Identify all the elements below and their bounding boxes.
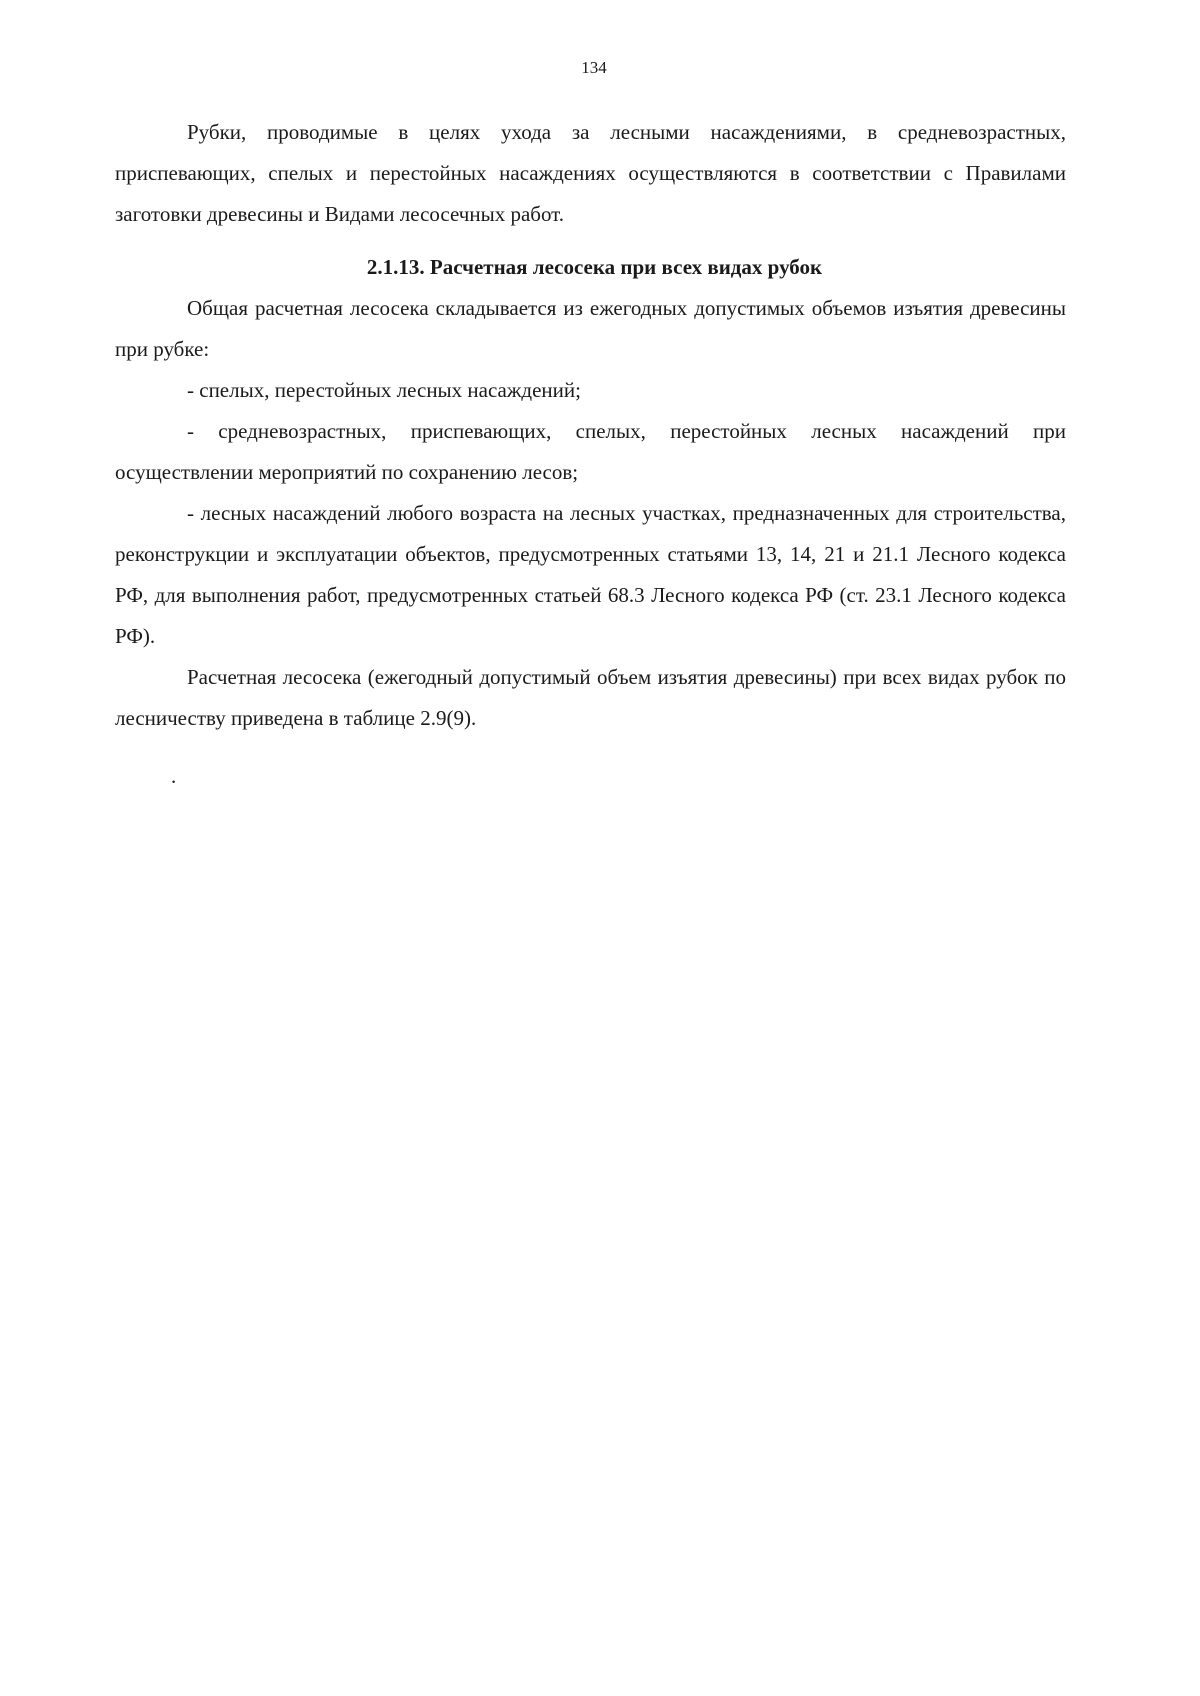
page-body: [115, 112, 1066, 739]
stray-mark: .: [171, 764, 177, 788]
body-paragraph-table-reference: Расчетная лесосека (ежегодный допустимый объем изъятия древесины) при всех видах рубок по лесничеству приведена в таблице 2.9(9).: [115, 665, 1066, 730]
section-heading: 2.1.13. Расчетная лесосека при всех видах рубок: [366, 255, 823, 279]
list-item-forest-protection: - средневозрастных, приспевающих, спелых, перестойных лесных насаждений при осуществлении мероприятий по сохранению лесов;: [115, 419, 1066, 484]
page-number: 134: [581, 58, 607, 77]
body-paragraph: Общая расчетная лесосека складывается из ежегодных допустимых объемов изъятия древесины при рубке:: [115, 296, 1066, 361]
list-item-construction-sites: - лесных насаждений любого возраста на лесных участках, предназначенных для строительства, реконструкции и эксплуатации объектов, предусмотренных статьями 13, 14, 21 и 21.1 Лесного кодекса РФ, для выполнения работ, предусмотренных статьей 68.3 Лесного кодекса РФ (ст. 23.1 Лесного кодекса РФ).: [115, 501, 1066, 648]
intro-paragraph: Рубки, проводимые в целях ухода за лесными насаждениями, в средневозрастных, приспевающих, спелых и перестойных насаждениях осуществляются в соответствии с Правилами заготовки древесины и Видами лесосечных работ.: [115, 120, 1066, 226]
list-item-mature-stands: - спелых, перестойных лесных насаждений;: [187, 378, 581, 402]
